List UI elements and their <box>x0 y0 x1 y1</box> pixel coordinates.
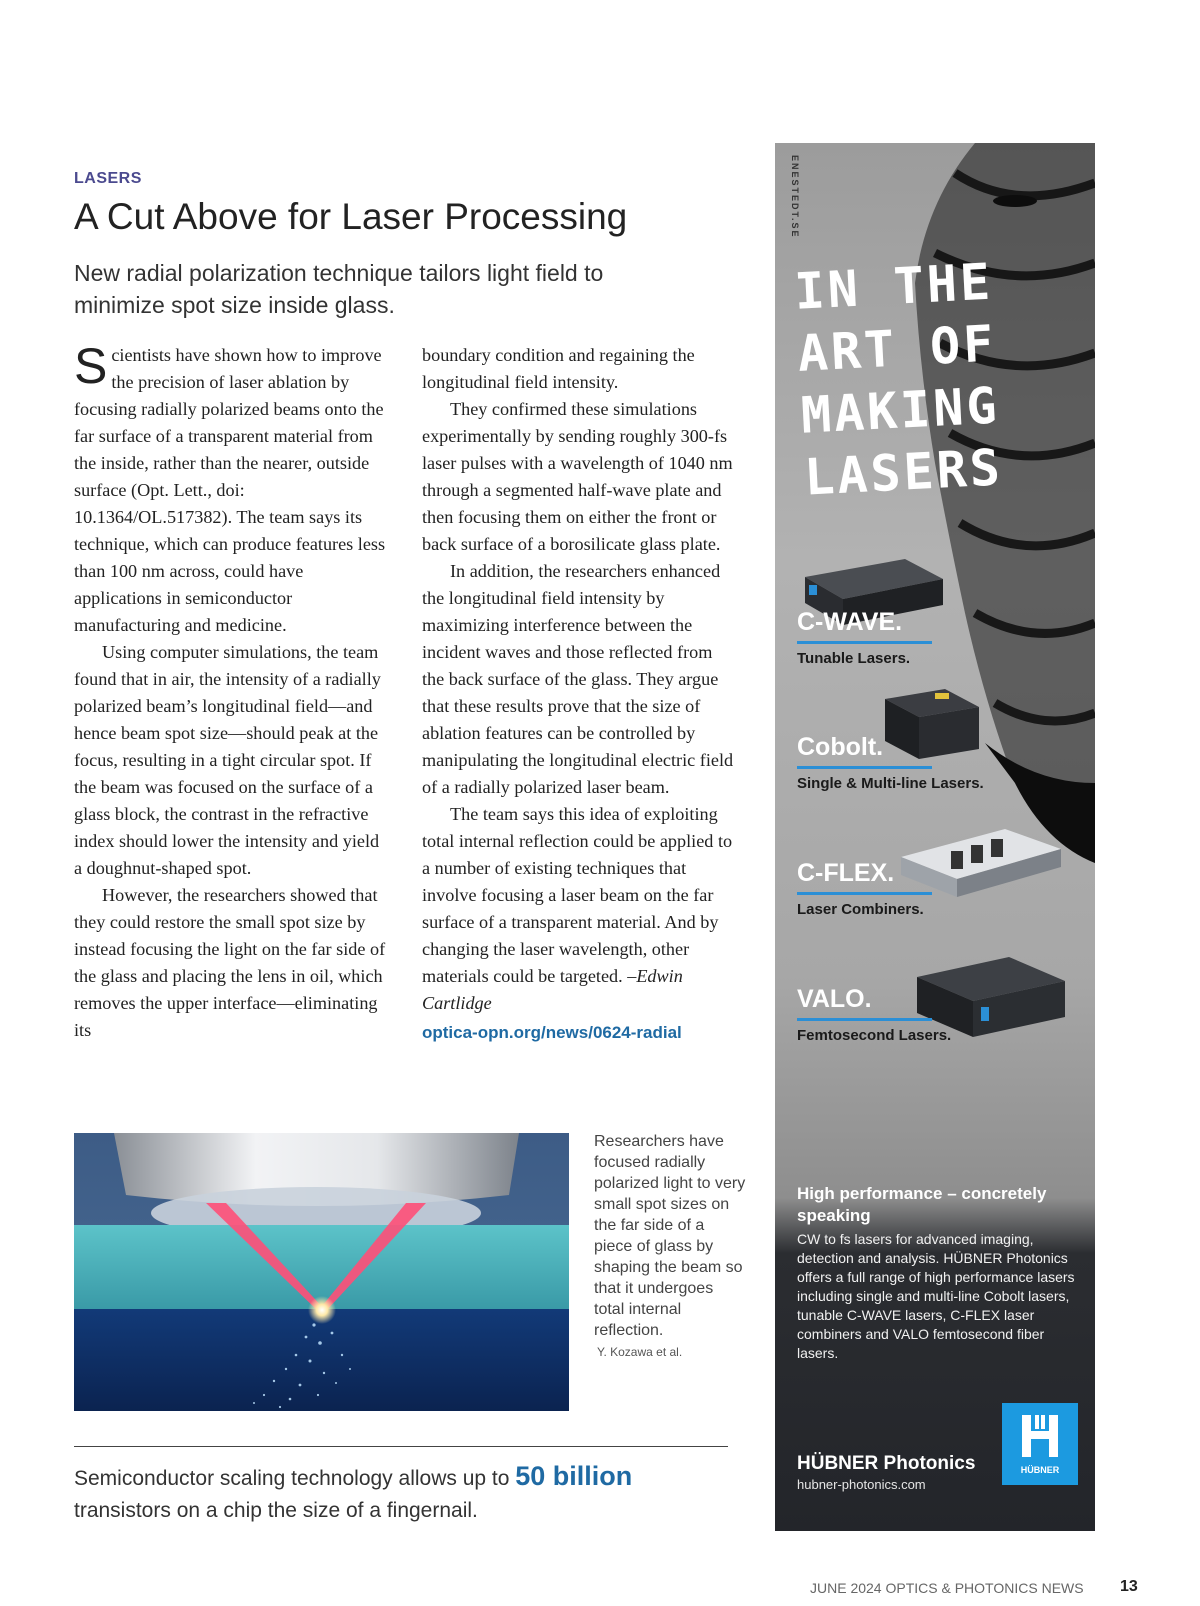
figure-illustration <box>74 1133 569 1411</box>
paragraph <box>422 801 738 1017</box>
product-desc: Single & Multi-line Lasers. <box>797 775 984 792</box>
brand-url[interactable]: hubner-photonics.com <box>797 1477 926 1492</box>
paragraph: In addition, the researchers enhanced the longitudinal field intensity by maximizing interference between the incident waves and those reflected from the back surface of the glass. They argue that these results prove that the size of ablation features can be controlled by manipulating the longitudinal electric field of a radially polarized laser beam. <box>422 561 734 797</box>
product-c-flex <box>797 859 1087 918</box>
hubner-logo <box>1002 1403 1078 1485</box>
paragraph: Using computer simulations, the team found that in air, the intensity of a radially polarized beam’s longitudinal field—and hence beam spot size—should peak at the focus, resulting in a tight circular spot. If the beam was focused on the surface of a glass block, the contrast in the refractive index should lower the intensity and yield a doughnut-shaped spot. <box>74 642 381 878</box>
product-desc: Laser Combiners. <box>797 901 924 918</box>
article-deck: New radial polarization technique tailors light field to minimize spot size inside glass. <box>74 260 604 318</box>
product-desc: Femtosecond Lasers. <box>797 1027 952 1044</box>
paragraph: However, the researchers showed that they could restore the small spot size by instead focusing the light on the far side of the glass and placing the lens in oil, which removes the upper interface—eliminating its <box>74 885 386 1040</box>
paragraph <box>74 338 390 639</box>
product-name: Cobolt. <box>797 733 884 761</box>
brand-name: HÜBNER Photonics <box>797 1453 976 1474</box>
byline: –Edwin Cartlidge <box>422 966 683 1013</box>
footer-issue: JUNE 2024 OPTICS & PHOTONICS NEWS <box>810 1580 1084 1596</box>
accent-bar <box>797 641 932 644</box>
figure-credit: Y. Kozawa et al. <box>597 1345 683 1359</box>
ad-slogan: IN THE ART OF MAKING LASERS <box>793 252 1005 507</box>
photo-credit: ENESTEDT.SE <box>790 155 800 239</box>
section-kicker: LASERS <box>74 170 142 187</box>
paragraph-text: The team says this idea of exploiting total internal reflection could be applied to a number of existing techniques that involve focusing a laser beam on the far surface of a transparent material. And by changing the laser wavelength, other materials could be targeted. <box>422 804 733 986</box>
paragraph: They confirmed these simulations experimentally by sending roughly 300-fs laser pulses with a wavelength of 1040 nm through a segmented half-wave plate and then focusing them on either the front or back surface of a borosilicate glass plate. <box>422 399 733 554</box>
ad-body: CW to fs lasers for advanced imaging, detection and analysis. HÜBNER Photonics offers a full range of high performance lasers including single and multi-line Cobolt lasers, tunable C-WAVE lasers, C-FLEX laser combiners and VALO femtosecond fiber lasers. <box>797 1231 1075 1361</box>
product-name: C-FLEX. <box>797 859 895 887</box>
logo-mark-icon <box>1002 1403 1078 1463</box>
paragraph-text: cientists have shown how to improve the precision of laser ablation by focusing radially polarized beams onto the far surface of a transparent material from the inside, rather than the nearer, outside surface (Opt. Lett., doi: 10.1364/OL.517382). The team says its technique, which can produce features less than 100 nm across, could have applications in semiconductor manufacturing and medicine. <box>74 345 386 635</box>
figure-caption: Researchers have focused radially polarized light to very small spot sizes on the far side of a piece of glass by shaping the beam so that it undergoes total internal reflection. <box>594 1133 746 1339</box>
article-column-1 <box>74 338 390 1044</box>
product-desc: Tunable Lasers. <box>797 650 911 667</box>
logo-text: HÜBNER <box>1020 1465 1060 1475</box>
product-valo <box>797 985 1087 1044</box>
article-column-2 <box>422 342 738 1046</box>
accent-bar <box>797 892 932 895</box>
product-name: C-WAVE. <box>797 608 903 636</box>
page-number: 13 <box>1120 1578 1138 1595</box>
accent-bar <box>797 1018 932 1021</box>
product-name: VALO. <box>797 985 872 1013</box>
article-link[interactable]: optica-opn.org/news/0624-radial <box>422 1023 682 1042</box>
factoid-text: transistors on a chip the size of a fingernail. <box>74 1499 478 1522</box>
advertisement[interactable] <box>775 143 1095 1531</box>
factoid <box>74 1460 724 1527</box>
product-c-wave <box>797 608 1087 667</box>
ad-headline: High performance – concretely speaking <box>797 1184 1047 1225</box>
factoid-text: Semiconductor scaling technology allows up to <box>74 1467 516 1490</box>
factoid-number: 50 billion <box>515 1461 633 1491</box>
accent-bar <box>797 766 932 769</box>
drop-cap: S <box>74 338 108 394</box>
article-headline: A Cut Above for Laser Processing <box>74 196 628 237</box>
paragraph: boundary condition and regaining the longitudinal field intensity. <box>422 345 695 392</box>
product-cobolt <box>797 733 1087 792</box>
divider <box>74 1446 728 1447</box>
